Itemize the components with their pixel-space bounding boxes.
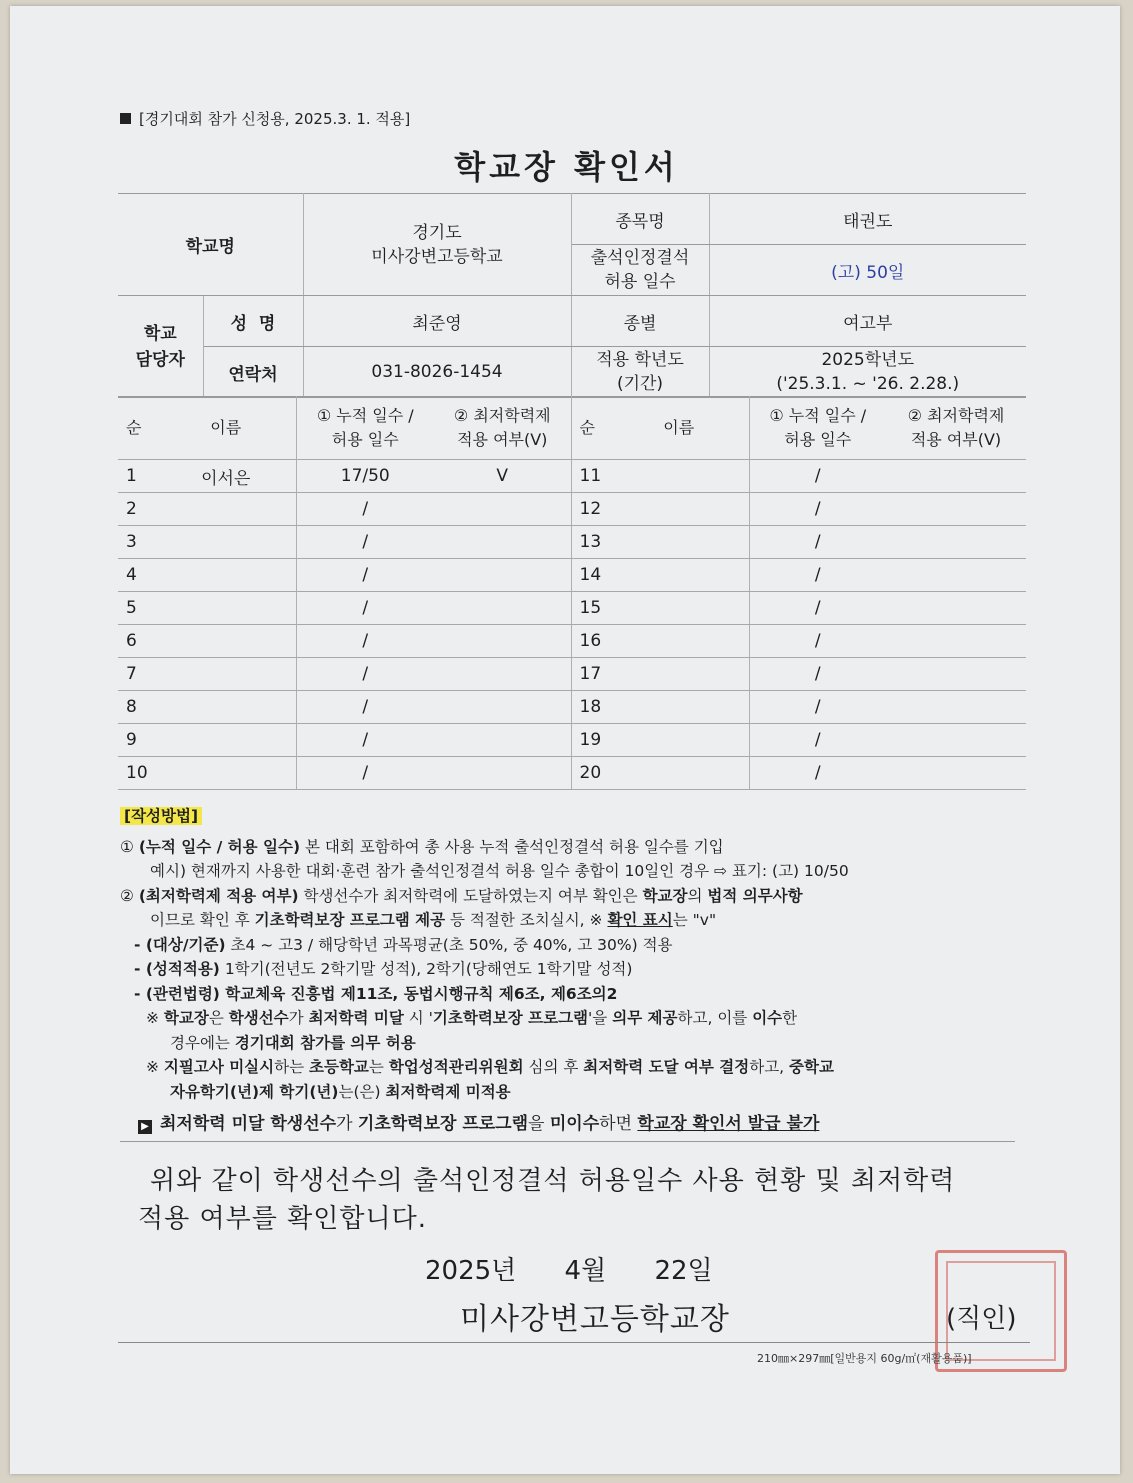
row-name xyxy=(609,658,749,691)
row-num: 12 xyxy=(571,493,609,526)
table-row xyxy=(118,526,1026,559)
school-info-table xyxy=(118,193,1026,398)
row-check xyxy=(434,526,571,559)
row-days: / xyxy=(749,460,886,493)
row-check xyxy=(434,658,571,691)
allowed-days-label: 출석인정결석 허용 일수 xyxy=(571,245,709,296)
row-name xyxy=(156,658,296,691)
row-name xyxy=(609,757,749,790)
paper-spec-footnote: 210㎜×297㎜[일반용지 60g/㎡(재활용품)] xyxy=(757,1352,972,1365)
instruction-2: ② (최저학력제 적용 여부) 학생선수가 최저학력에 도달하였는지 여부 확인은 학교장의 법적 의무사항 xyxy=(120,886,803,905)
row-name: 이서은 xyxy=(156,460,296,493)
row-name xyxy=(609,460,749,493)
row-num: 11 xyxy=(571,460,609,493)
arrow-box-icon: ▶ xyxy=(138,1120,152,1134)
table-row xyxy=(118,757,1026,790)
row-name xyxy=(156,493,296,526)
instructions xyxy=(120,804,1030,1142)
table-row xyxy=(118,559,1026,592)
row-days: / xyxy=(749,724,886,757)
row-num: 4 xyxy=(118,559,156,592)
row-name xyxy=(609,724,749,757)
header-name: 이름 xyxy=(609,397,749,460)
row-name xyxy=(609,526,749,559)
row-days: / xyxy=(296,559,434,592)
row-check xyxy=(434,592,571,625)
year-value: 2025학년도 ('25.3.1. ~ '26. 2.28.) xyxy=(709,347,1026,398)
school-name-label: 학교명 xyxy=(118,194,303,296)
row-check xyxy=(886,691,1026,724)
row-check xyxy=(434,559,571,592)
row-name xyxy=(156,592,296,625)
form-note: [경기대회 참가 신청용, 2025.3. 1. 적용] xyxy=(120,108,410,129)
row-num: 19 xyxy=(571,724,609,757)
student-list-table xyxy=(118,396,1026,790)
row-name xyxy=(156,526,296,559)
row-num: 17 xyxy=(571,658,609,691)
row-days: / xyxy=(296,691,434,724)
table-row xyxy=(118,460,1026,493)
row-days: / xyxy=(749,493,886,526)
principal-name: 미사강변고등학교장 xyxy=(460,1302,730,1337)
header-num: 순 xyxy=(571,397,609,460)
square-bullet-icon xyxy=(120,113,131,124)
row-name xyxy=(156,559,296,592)
issue-date: 2025년 4월 22일 xyxy=(425,1256,713,1286)
table-row xyxy=(118,493,1026,526)
detail-target: - (대상/기준) 초4 ~ 고3 / 해당학년 과목평균(초 50%, 중 40%, 고 30%) 적용 xyxy=(134,935,673,954)
header-name: 이름 xyxy=(156,397,296,460)
row-check xyxy=(886,658,1026,691)
row-check xyxy=(434,691,571,724)
row-num: 10 xyxy=(118,757,156,790)
document-title: 학교장 확인서 xyxy=(454,148,679,186)
header-days: ① 누적 일수 / 허용 일수 xyxy=(749,397,886,460)
row-days: / xyxy=(296,493,434,526)
row-name xyxy=(156,757,296,790)
row-num: 18 xyxy=(571,691,609,724)
row-check xyxy=(886,493,1026,526)
row-name xyxy=(156,724,296,757)
confirmation-text: 위와 같이 학생선수의 출석인정결석 허용일수 사용 현황 및 최저학력 적용 여부를 확인합니다. xyxy=(138,1166,956,1234)
row-name xyxy=(609,493,749,526)
header-num: 순 xyxy=(118,397,156,460)
row-num: 14 xyxy=(571,559,609,592)
table-row xyxy=(118,724,1026,757)
row-name xyxy=(156,625,296,658)
row-days: / xyxy=(749,757,886,790)
row-num: 5 xyxy=(118,592,156,625)
row-num: 6 xyxy=(118,625,156,658)
row-check xyxy=(434,493,571,526)
staff-name-label: 성 명 xyxy=(203,296,303,347)
note-2: ※ 지필고사 미실시하는 초등학교는 학업성적관리위원회 심의 후 최저학력 도달 여부 결정하고, 중학교 xyxy=(146,1058,834,1076)
row-num: 13 xyxy=(571,526,609,559)
row-check xyxy=(886,526,1026,559)
detail-law: - (관련법령) 학교체육 진흥법 제11조, 동법시행규칙 제6조, 제6조의2 xyxy=(134,984,618,1003)
header-min: ② 최저학력제 적용 여부(V) xyxy=(434,397,571,460)
instruction-2-cont: 이므로 확인 후 기초학력보장 프로그램 제공 등 적절한 조치실시, ※ 확인 표시는 "v" xyxy=(150,911,717,929)
staff-contact-value: 031-8026-1454 xyxy=(303,347,571,398)
staff-label: 학교 담당자 xyxy=(118,296,203,398)
category-value: 여고부 xyxy=(709,296,1026,347)
row-num: 1 xyxy=(118,460,156,493)
detail-grades: - (성적적용) 1학기(전년도 2학기말 성적), 2학기(당해연도 1학기말 성적) xyxy=(134,960,633,978)
row-days: / xyxy=(296,526,434,559)
row-days: / xyxy=(749,625,886,658)
row-check: V xyxy=(434,460,571,493)
instruction-1-example: 예시) 현재까지 사용한 대회·훈련 참가 출석인정결석 허용 일수 총합이 10일인 경우 ⇨ 표기: (고) 10/50 xyxy=(150,862,849,880)
warning-line: ▶ 최저학력 미달 학생선수가 기초학력보장 프로그램을 미이수하면 학교장 확인서 발급 불가 xyxy=(120,1112,1015,1142)
row-days: / xyxy=(749,658,886,691)
allowed-days-value: (고) 50일 xyxy=(709,245,1026,296)
bottom-divider xyxy=(118,1342,1030,1343)
event-value: 태권도 xyxy=(709,194,1026,245)
row-days: / xyxy=(749,526,886,559)
row-days: / xyxy=(296,592,434,625)
year-label: 적용 학년도 (기간) xyxy=(571,347,709,398)
row-name xyxy=(609,592,749,625)
row-days: / xyxy=(749,691,886,724)
row-num: 8 xyxy=(118,691,156,724)
table-row xyxy=(118,625,1026,658)
row-name xyxy=(609,559,749,592)
row-days: / xyxy=(296,757,434,790)
school-name-value: 경기도 미사강변고등학교 xyxy=(303,194,571,296)
instructions-heading: [작성방법] xyxy=(120,807,202,825)
row-check xyxy=(434,757,571,790)
instruction-1: ① (누적 일수 / 허용 일수) 본 대회 포함하여 총 사용 누적 출석인정결석 허용 일수를 기입 xyxy=(120,837,724,856)
row-num: 2 xyxy=(118,493,156,526)
row-check xyxy=(886,460,1026,493)
row-check xyxy=(886,592,1026,625)
row-days: / xyxy=(296,724,434,757)
row-check xyxy=(886,625,1026,658)
header-days: ① 누적 일수 / 허용 일수 xyxy=(296,397,434,460)
staff-name-value: 최준영 xyxy=(303,296,571,347)
row-num: 20 xyxy=(571,757,609,790)
table-row xyxy=(118,691,1026,724)
row-num: 15 xyxy=(571,592,609,625)
note-1-cont: 경우에는 경기대회 참가를 의무 허용 xyxy=(170,1033,416,1052)
row-check xyxy=(434,724,571,757)
row-num: 9 xyxy=(118,724,156,757)
list-header-row xyxy=(118,397,1026,460)
seal-label: (직인) xyxy=(946,1304,1017,1334)
row-days: / xyxy=(296,658,434,691)
table-row xyxy=(118,592,1026,625)
row-days: 17/50 xyxy=(296,460,434,493)
row-days: / xyxy=(296,625,434,658)
row-check xyxy=(886,559,1026,592)
table-row xyxy=(118,658,1026,691)
row-check xyxy=(434,625,571,658)
row-name xyxy=(609,691,749,724)
header-min: ② 최저학력제 적용 여부(V) xyxy=(886,397,1026,460)
note-2-cont: 자유학기(년)제 학기(년)는(은) 최저학력제 미적용 xyxy=(170,1082,511,1101)
category-label: 종별 xyxy=(571,296,709,347)
row-days: / xyxy=(749,559,886,592)
row-name xyxy=(609,625,749,658)
note-1: ※ 학교장은 학생선수가 최저학력 미달 시 '기초학력보장 프로그램'을 의무 제공하고, 이를 이수한 xyxy=(146,1009,798,1027)
row-days: / xyxy=(749,592,886,625)
row-num: 7 xyxy=(118,658,156,691)
row-num: 3 xyxy=(118,526,156,559)
row-num: 16 xyxy=(571,625,609,658)
row-check xyxy=(886,724,1026,757)
event-label: 종목명 xyxy=(571,194,709,245)
row-name xyxy=(156,691,296,724)
staff-contact-label: 연락처 xyxy=(203,347,303,398)
row-check xyxy=(886,757,1026,790)
